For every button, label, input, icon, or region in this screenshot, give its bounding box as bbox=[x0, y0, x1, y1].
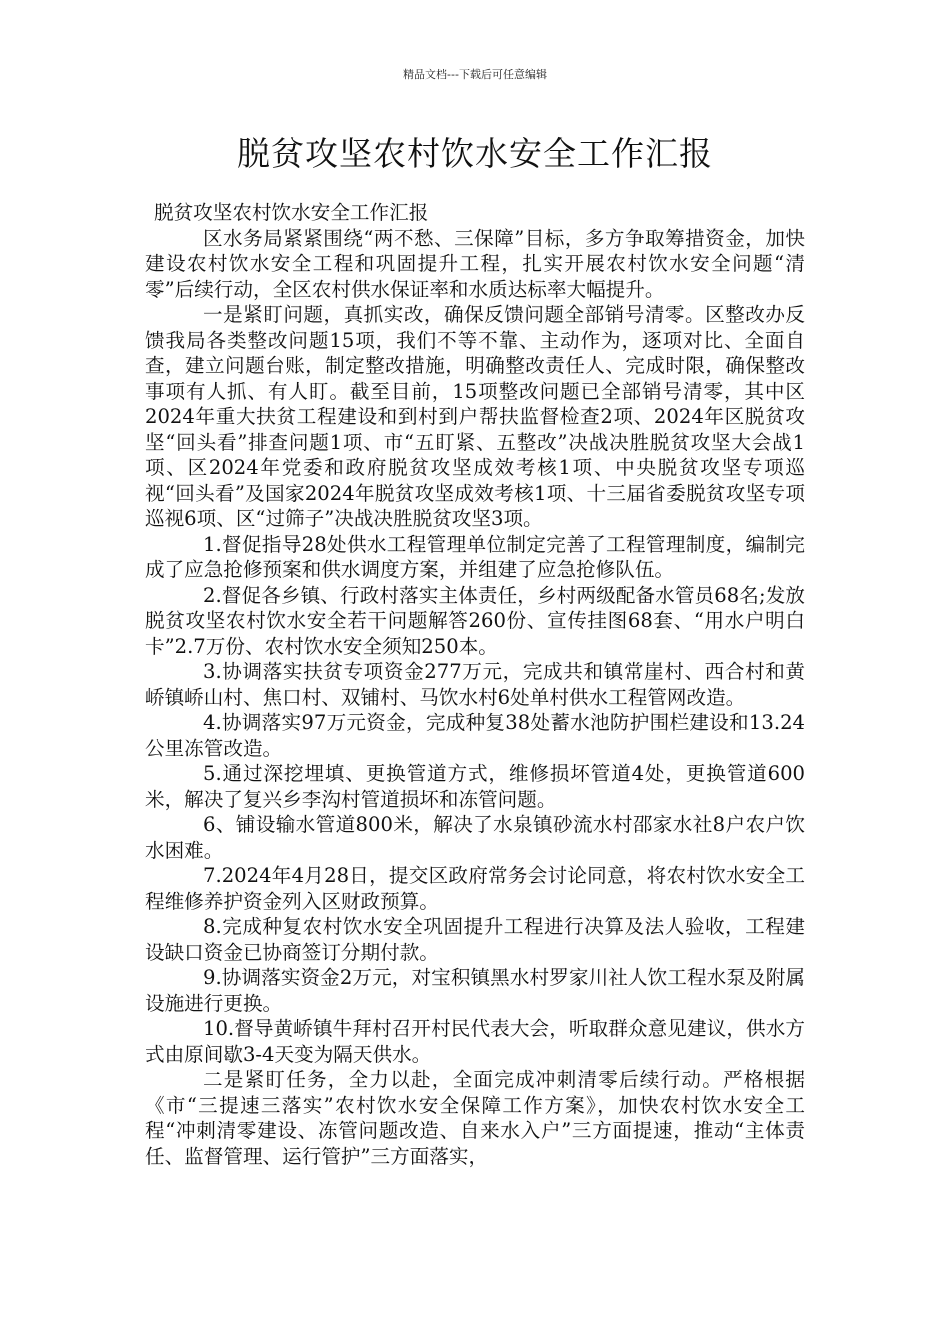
document-subtitle: 脱贫攻坚农村饮水安全工作汇报 bbox=[154, 201, 429, 224]
paragraph-item-10: 10.督导黄峤镇牛拜村召开村民代表大会，听取群众意见建议，供水方式由原间歇3-4天变为隔天供水。 bbox=[145, 1017, 805, 1066]
paragraph-item-4: 4.协调落实97万元资金，完成种复38处蓄水池防护围栏建设和13.24公里冻管改造。 bbox=[145, 711, 805, 760]
paragraph-item-5: 5.通过深挖埋填、更换管道方式，维修损坏管道4处，更换管道600米，解决了复兴乡李沟村管道损坏和冻管问题。 bbox=[145, 762, 805, 811]
paragraph-item-8: 8.完成种复农村饮水安全巩固提升工程进行决算及法人验收，工程建设缺口资金已协商签订分期付款。 bbox=[145, 915, 805, 964]
paragraph-section-two: 二是紧盯任务，全力以赴，全面完成冲刺清零后续行动。严格根据《市“三提速三落实”农村饮水安全保障工作方案》，加快农村饮水安全工程“冲刺清零建设、冻管问题改造、自来水入户”三方面提速，推动“主体责任、监督管理、运行管护”三方面落实， bbox=[145, 1068, 805, 1168]
paragraph-item-2: 2.督促各乡镇、行政村落实主体责任，乡村两级配备水管员68名;发放脱贫攻坚农村饮水安全若干问题解答260份、宣传挂图68套、“用水户明白卡”2.7万份、农村饮水安全须知250本。 bbox=[145, 583, 805, 658]
paragraph-item-7: 7.2024年4月28日，提交区政府常务会讨论同意，将农村饮水安全工程维修养护资金列入区财政预算。 bbox=[145, 864, 805, 913]
document-body bbox=[145, 200, 805, 1169]
header-note: 精品文档---下载后可任意编辑 bbox=[403, 68, 547, 81]
paragraph-item-1: 1.督促指导28处供水工程管理单位制定完善了工程管理制度，编制完成了应急抢修预案和供水调度方案，并组建了应急抢修队伍。 bbox=[145, 532, 805, 581]
document-title: 脱贫攻坚农村饮水安全工作汇报 bbox=[237, 134, 713, 173]
paragraph-item-6: 6、铺设输水管道800米，解决了水泉镇砂流水村邵家水社8户农户饮水困难。 bbox=[145, 813, 805, 862]
paragraph-item-3: 3.协调落实扶贫专项资金277万元，完成共和镇常崖村、西合村和黄峤镇峤山村、焦口村、双铺村、马饮水村6处单村供水工程管网改造。 bbox=[145, 660, 805, 709]
paragraph-item-9: 9.协调落实资金2万元，对宝积镇黑水村罗家川社人饮工程水泵及附属设施进行更换。 bbox=[145, 966, 805, 1015]
paragraph-section-one: 一是紧盯问题，真抓实改，确保反馈问题全部销号清零。区整改办反馈我局各类整改问题15项，我们不等不靠、主动作为，逐项对比、全面自查，建立问题台账，制定整改措施，明确整改责任人、完成时限，确保整改事项有人抓、有人盯。截至目前，15项整改问题已全部销号清零，其中区2024年重大扶贫工程建设和到村到户帮扶监督检查2项、2024年区脱贫攻坚“回头看”排查问题1项、市“五盯紧、五整改”决战决胜脱贫攻坚大会战1项、区2024年党委和政府脱贫攻坚成效考核1项、中央脱贫攻坚专项巡视“回头看”及国家2024年脱贫攻坚成效考核1项、十三届省委脱贫攻坚专项巡视6项、区“过筛子”决战决胜脱贫攻坚3项。 bbox=[145, 303, 805, 530]
paragraph-intro: 区水务局紧紧围绕“两不愁、三保障”目标，多方争取筹措资金，加快建设农村饮水安全工程和巩固提升工程，扎实开展农村饮水安全问题“清零”后续行动，全区农村供水保证率和水质达标率大幅提升。 bbox=[145, 226, 805, 301]
